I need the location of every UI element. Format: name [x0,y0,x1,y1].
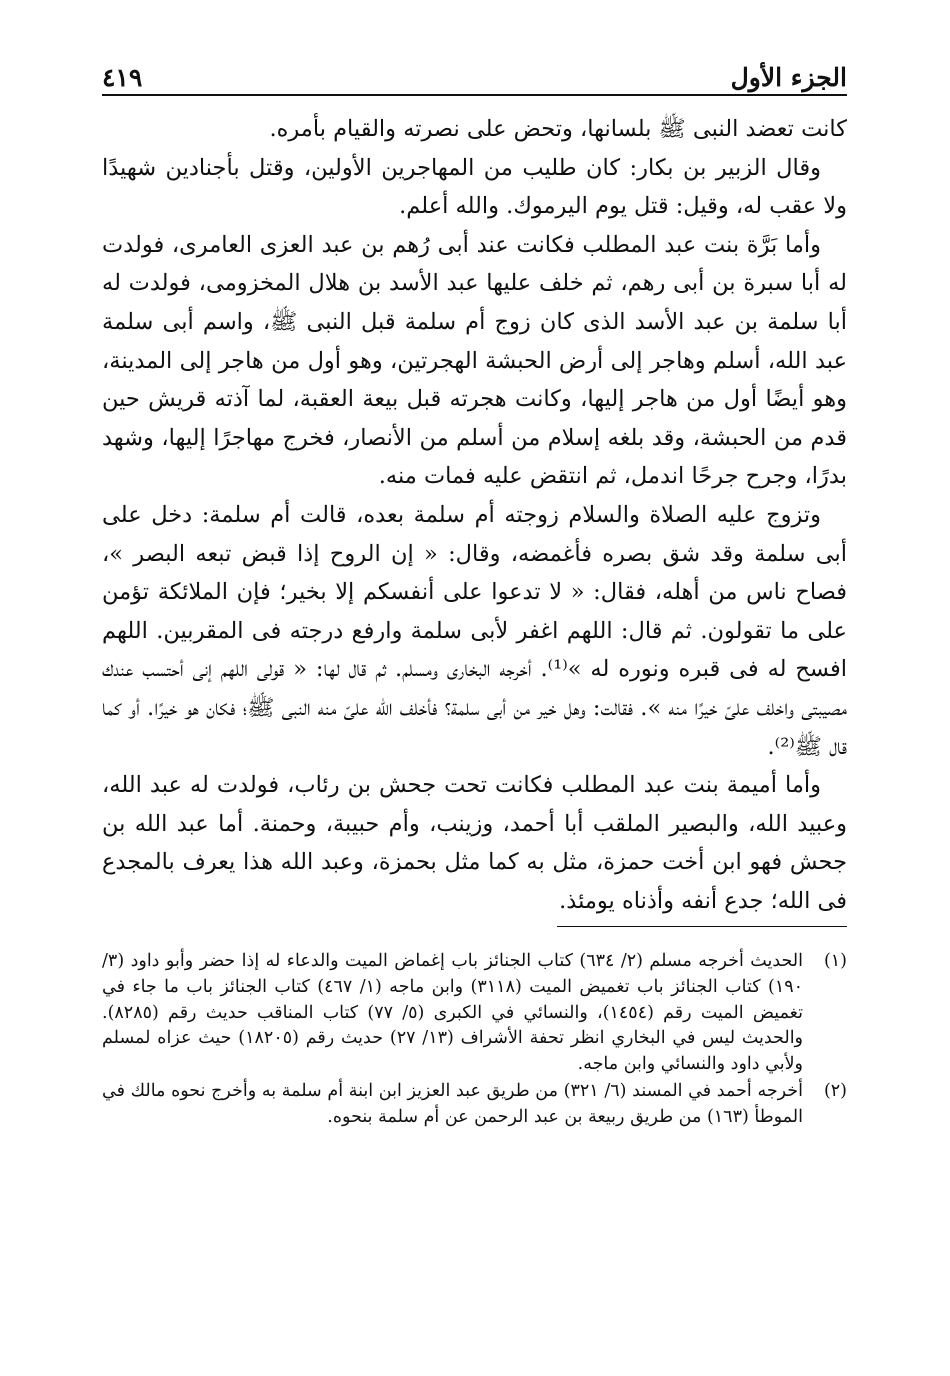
paragraph: وتزوج عليه الصلاة والسلام زوجته أم سلمة بعده، قالت أم سلمة: دخل على أبى سلمة وقد شق بصره فأغمضه، وقال: « إن الروح إذا قبض تبعه البصر »، فصاح ناس من أهله، فقال: « لا تدعوا على أنفسكم إلا بخير؛ فإن الملائكة تؤمن على ما تقولون. ثم قال: اللهم اغفر لأبى سلمة وارفع درجته فى المقربين. اللهم افسح له فى قبره ونوره له »⁽¹⁾. أخرجه البخارى ومسلم. ثم قال لها: « قولى اللهم إنى أحتسب عندك مصيبتى واخلف علىّ خيرًا منه ». فقالت: وهل خير من أبى سلمة؟ فأخلف الله علىّ منه النبى ﷺ؛ فكان هو خيرًا. أو كما قال ﷺ⁽²⁾. [102,501,847,760]
page-header [102,48,847,92]
footnote-mark: (٢) [823,1081,847,1102]
footnote-text: الحديث أخرجه مسلم (٢/ ٦٣٤) كتاب الجنائز باب إغماض الميت والدعاء له إذا حضر وأبو داود (٣/ ١٩٠) كتاب الجنائز باب تغميض الميت (٣١١٨) وابن ماجه (١/ ٤٦٧) كتاب الجنائز باب ما جاء في تغميض الميت رقم (١٤٥٤)، والنسائي في الكبرى (٥/ ٧٧) كتاب المناقب حديث رقم (٨٢٨٥). والحديث ليس في البخاري انظر تحفة الأشراف (١٣/ ٢٧) حديث رقم (١٨٢٠٥) حيث عزاه لمسلم ولأبي داود والنسائي وابن ماجه. [102,951,804,1074]
page-number: ٤١٩ [102,63,143,92]
book-page [102,48,847,1133]
main-text [102,110,847,920]
footnotes [102,949,847,1130]
paragraph: كانت تعضد النبى ﷺ بلسانها، وتحض على نصرته والقيام بأمره. [269,116,847,142]
footnote-text: أخرجه أحمد في المسند (٦/ ٣٢١) من طريق عبد العزيز ابن ابنة أم سلمة به وأخرج نحوه مالك في الموطأ (١٦٣) من طريق ربيعة بن عبد الرحمن عن أم سلمة بنحوه. [102,1081,803,1128]
paragraph: وأما بَرَّة بنت عبد المطلب فكانت عند أبى رُهم بن عبد العزى العامرى، فولدت له أبا سبرة بن أبى رهم، ثم خلف عليها عبد الأسد بن هلال المخزومى، فولدت له أبا سلمة بن عبد الأسد الذى كان زوج أم سلمة قبل النبى ﷺ، واسم أبى سلمة عبد الله، أسلم وهاجر إلى أرض الحبشة الهجرتين، وهو أول من هاجر إلى المدينة، وهو أيضًا أول من هاجر إليها، وكانت هجرته قبل بيعة العقبة، لما آذته قريش حين قدم من الحبشة، وقد بلغه إسلام من أسلم من الأنصار، فخرج مهاجرًا إليها، وشهد بدرًا، وجرح جرحًا اندمل، ثم انتقض عليه فمات منه. [102,231,847,490]
footnote [102,1079,847,1130]
header-rule [102,94,847,96]
footnote-rule [557,926,847,927]
footnote-mark: (١) [823,951,847,972]
paragraph: وقال الزبير بن بكار: كان طليب من المهاجرين الأولين، وقتل بأجنادين شهيدًا ولا عقب له، وقيل: قتل يوم اليرموك. والله أعلم. [102,154,847,220]
part-title: الجزء الأول [730,63,847,92]
paragraph: وأما أميمة بنت عبد المطلب فكانت تحت جحش بن رئاب، فولدت له عبد الله، وعبيد الله، والبصير الملقب أبا أحمد، وزينب، وأم حبيبة، وحمنة. أما عبد الله بن جحش فهو ابن أخت حمزة، مثل به كما مثل بحمزة، وعبد الله هذا يعرف بالمجدع فى الله؛ جدع أنفه وأذناه يومئذ. [102,772,847,914]
footnote [102,949,847,1077]
